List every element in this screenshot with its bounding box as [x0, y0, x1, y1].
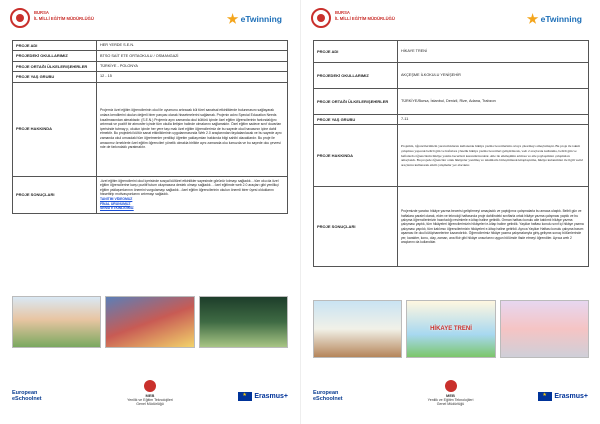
project-photo	[313, 300, 402, 358]
sensi-activity-link[interactable]: SENSİ ETKİNLİĞİMİZ	[100, 206, 134, 211]
intro-video-link[interactable]: TANITIM VİDEOMUZ	[100, 196, 133, 201]
european-schoolnet-logo: European eSchoolnet	[12, 390, 42, 402]
eu-flag-icon	[238, 392, 252, 401]
meb-seal-icon	[311, 8, 331, 28]
eu-flag-icon	[538, 392, 552, 401]
page-header	[10, 6, 290, 34]
table-row: PROJE YAŞ GRUBU 12 - 15	[13, 72, 288, 82]
table-row: PROJEDEKİ OKULLARIMIZ BTSO SAİT ETE ORTAOKULU / OSMANGAZİ	[13, 51, 288, 61]
photo-strip	[12, 296, 288, 348]
table-row: PROJE ADI HİKAYE TRENİ	[314, 41, 589, 63]
bursa-meb-logo	[10, 8, 120, 30]
photo-strip	[313, 300, 589, 358]
table-row: PROJE SONUÇLARI -özel eğitim öğrencilerini okul içerisinde sosyal kültürel etkinlikler sayesinde görünür kılmayı sağladık. - tüm oku da özel eğitim öğrencilerine karşı pozitif tutum oluşmasına destek olmayı sağladık. - özel eğitimde web 2.0 araçları gibi yenilikçi eğitim yaklaşımlarının önemini vurgulamayı sağladık. -özel eğitim öğrencilerinin okulun önemli birer üyesi olduklarını hissettirip motivasyonlarını artırmayı sağladık. TANITIM VİDEOMUZ FİNAL ÜRÜNÜMÜZ SENSİ ETKİNLİĞİMİZ	[13, 176, 288, 213]
etwinning-logo: eTwinning	[227, 12, 282, 26]
hikaye-treni-poster: HİKAYE TRENİ	[406, 300, 495, 358]
meb-seal-icon	[10, 8, 30, 28]
project-photo	[500, 300, 589, 358]
table-row: PROJE ORTAĞI ÜLKELER/ŞEHİRLER TÜRKİYE/Bursa, İstanbul, Denizli, Rize, Adana, Trabzon	[314, 89, 589, 115]
page-footer	[12, 380, 288, 416]
meb-circle-icon	[445, 380, 457, 392]
logo-line2: İL MİLLİ EĞİTİM MÜDÜRLÜĞÜ	[335, 16, 395, 21]
etwinning-star-icon	[227, 13, 239, 25]
project-photo	[105, 296, 194, 348]
table-row: PROJE HAKKINDA Projemiz özel eğitim öğrencilerinin okul ile uyumunu artıracak kül türel sanatsal etkinliklerde bulunmasını sağlayarak onlara kendilerini okulun değerli birer parçası olarak hissetmelerini sağlamak. Projenin adını Special Education Needs kısaltmasından almaktadır. (S.E.N.) Projemiz aynı zamanda okul kültürü içinde özel eğitim öğrencilerinin farkındalığını artırmak ve pozitif bir atmosfer içinde tüm okulla iletişim halinde olmalarını sağlamaktır. Özel eğitim sadece sınıf duvarları içerisinde tutmay p, okulun içinde her yere taşı mak özel eğitim öğrencilerimiz de bu sayede okul havasının içine dahil etmektir. Bu projedeki kültür sanat etkinliklerinin uygulanmasında Web 2.0 araçlarından faydalanılacak ve bu sayede aynı zamanda okul umusdaki tüm öğretmenler yenilikçi öğretim yaklaşımları hakkında bilgi sahibi olacaklardır. Bu proje ile amacımız örneklerle özel eğitim öğrencileri yönelik olmakla birlikte aynı zamanda oku lumuzda ve bu sayede oku çevresi nde de farkındalık yaratmaktır.	[13, 82, 288, 176]
table-row: PROJE YAŞ GRUBU 7-11	[314, 115, 589, 125]
table-row: PROJE HAKKINDA Projemiz, öğrencilerimizin yaratıcılıklarını kullanarak hikâye yazma becerilerinin ortaya çıkarmayı amaçlamıştır. Bu proje ile takım çalışması yapacak belirli gün ve haftalara yönelik hikâye yazma becerileri geliştirilecek, web 2 araçlarını kullanma, belirli gün ve haftalarda öğrencilerin hikâye yazma becerileri kazandırılacaktır. Aile ile etkileşimin artması ve aile paylaşımları çalışmaları amaçlandı. Bu projede öğrenciler ortak hikâyeler yazılmış ve takımlarla birleştirilerek kitaplaştırma, hikâye kulanımları ile ilgili web2 araçlarını kullanarak etkili çalışmalar yer alacaktır.	[314, 125, 589, 187]
logo-line2: İL MİLLİ EĞİTİM MÜDÜRLÜĞÜ	[34, 16, 94, 21]
table-row: PROJE SONUÇLARI Projemizde yaratıcı hikâye yazma becerisi geliştirmeyi amaçladık ve yaptığımız çalışmalarla bu amaca ulaştık. Belirli gün ve haftalara paralel olarak, ekim ve teknoloji haftasında proje dahilindeki sınıflarla ortak hikâye yazma çalışması yaptık ve bu çalışma öğrencilerimizin hazırladığı resimlerle e-kitap haline getirdik. Orman haftası konulu aile katılımlı hikâye yazma çalışması yaptık, tüm hikâyeleri öğrencilerimizin hikâyeleri e-kitap haline getirdik. Yaşlılar haftası konulu sınıf içi hikâye yazma çalışması yapıldı, tüm katılımcı öğrencilerimizin hikâyeleri e-kitap haline getirildi. Ayrıca Yaşlılar Haftası konulu çalışma basım aşaması ile okul kütüphanelerine kazandırıldı. Öğrencilerimiz hikâye yazma çalışmalarıyla giriş-gelişme-sonuç bölümlerinde yer, karakter, konu, olay, zaman, ana fikir gibi hikâye unsurlarını uygun bölümde ifade etmeyi öğrendiler. Ayrıca web 2 araçlarını da kullandılar.	[314, 187, 589, 267]
logo-line1: BURSA	[34, 10, 49, 15]
project-table	[12, 40, 288, 214]
project-photo	[199, 296, 288, 348]
right-page	[300, 0, 600, 424]
bursa-meb-logo	[311, 8, 421, 30]
meb-circle-icon	[144, 380, 156, 392]
final-product-link[interactable]: FİNAL ÜRÜNÜMÜZ	[100, 201, 131, 206]
etwinning-logo: eTwinning	[527, 12, 582, 26]
etwinning-star-icon	[527, 13, 539, 25]
project-photo	[12, 296, 101, 348]
project-table	[313, 40, 589, 267]
yegitek-logo: MEB Yenilik ve Eğitim Teknolojileri Genel Müdürlüğü	[406, 380, 496, 407]
table-row: PROJEDEKİ OKULLARIMIZ AKÇEŞME İLKOKULU YENİŞEHİR	[314, 63, 589, 89]
european-schoolnet-logo: European eSchoolnet	[313, 390, 343, 402]
logo-line1: BURSA	[335, 10, 350, 15]
table-row: PROJE ADI HER YERDE S.E.N.	[13, 41, 288, 51]
yegitek-logo: MEB Yenilik ve Eğitim Teknolojileri Genel Müdürlüğü	[105, 380, 195, 407]
table-row: PROJE ORTAĞI ÜLKELER/ŞEHİRLER TÜRKİYE - POLONYA	[13, 61, 288, 71]
erasmus-logo: ★ Erasmus+	[238, 392, 288, 401]
page-footer	[313, 380, 588, 416]
page-header	[311, 6, 590, 34]
erasmus-logo: ★ Erasmus+	[538, 392, 588, 401]
